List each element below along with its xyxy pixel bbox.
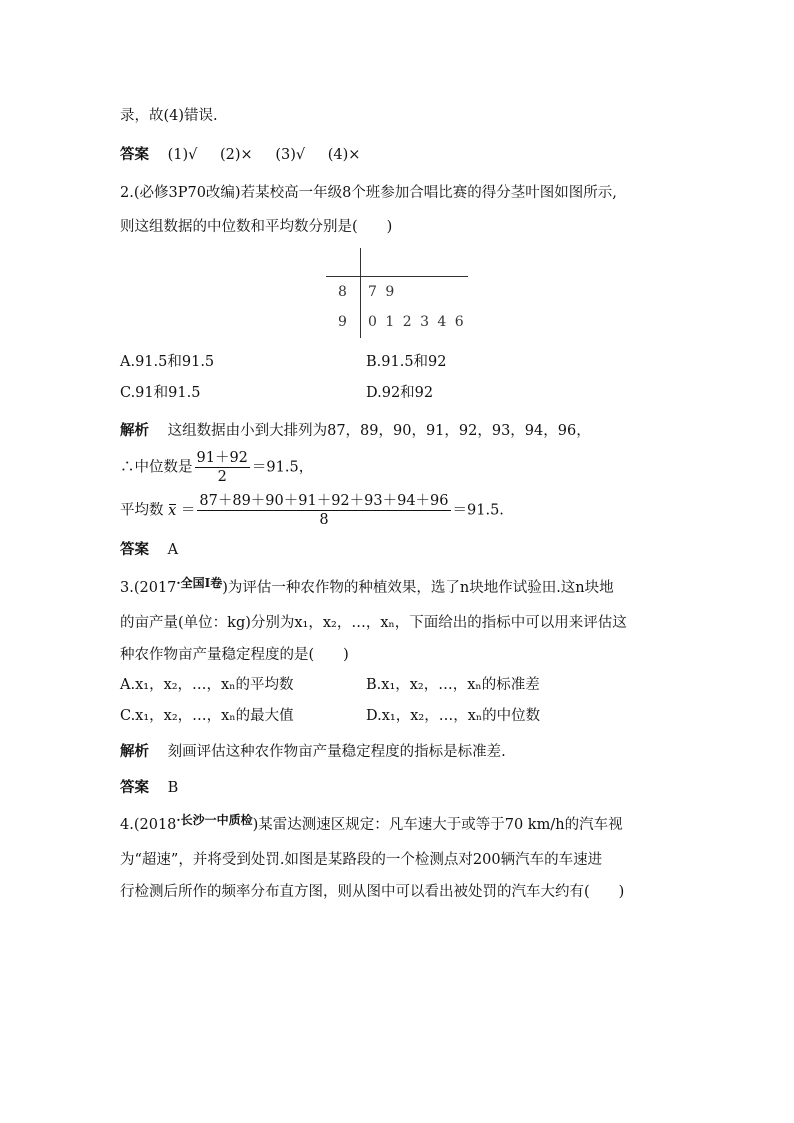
- mean-symbol: x: [168, 502, 177, 519]
- answer-value: B: [167, 780, 179, 796]
- stem-value: 8: [338, 284, 347, 300]
- stem-leaf-diagram: [326, 248, 468, 338]
- stem-leaf-horizontal-rule: [326, 276, 468, 277]
- median-formula: [120, 449, 313, 486]
- analysis-text: 这组数据由小到大排列为87，89，90，91，92，93，94，96，: [167, 423, 591, 439]
- answer-label: 答案: [120, 146, 149, 163]
- question-4-source: ·长沙一中质检: [176, 813, 253, 827]
- mean-denominator: 8: [319, 512, 329, 528]
- question-4-line-2: 为“超速”，并将受到处罚.如图是某路段的一个检测点对200辆汽车的车速进: [120, 852, 603, 868]
- question-2-line-1: 2.(必修3P70改编)若某校高一年级8个班参加合唱比赛的得分茎叶图如图所示,: [120, 185, 617, 201]
- question-3-text: )为评估一种农作物的种植效果，选了n块地作试验田.这n块地: [222, 580, 614, 596]
- option-c: C.x₁，x₂，…，xₙ的最大值: [120, 708, 294, 724]
- mean-fraction: [197, 492, 450, 529]
- question-4-line-3: 行检测后所作的频率分布直方图，则从图中可以看出被处罚的汽车大约有( ): [120, 884, 625, 900]
- median-result: ＝91.5，: [251, 459, 314, 476]
- median-prefix: ∴中位数是: [120, 459, 193, 476]
- question-4-number: 4.(2018: [120, 817, 177, 833]
- analysis-line-3: [120, 742, 506, 762]
- analysis-label: 解析: [120, 743, 149, 760]
- option-c: C.91和91.5: [120, 385, 201, 401]
- continued-text: 录，故(4)错误.: [120, 108, 218, 124]
- question-2-line-2: 则这组数据的中位数和平均数分别是( ): [120, 219, 393, 235]
- option-a: A.91.5和91.5: [120, 354, 215, 370]
- answer-line-3: [120, 778, 178, 798]
- mean-numerator: 87＋89＋90＋91＋92＋93＋94＋96: [199, 493, 449, 509]
- answer-label: 答案: [120, 541, 149, 558]
- stem-leaf-vertical-rule: [360, 248, 361, 338]
- option-d: D.x₁，x₂，…，xₙ的中位数: [366, 708, 541, 724]
- option-b: B.91.5和92: [366, 354, 447, 370]
- question-4-text: )某雷达测速区规定：凡车速大于或等于70 km/h的汽车视: [252, 817, 623, 833]
- answer-line-2: [120, 540, 178, 560]
- analysis-label: 解析: [120, 422, 149, 439]
- question-3-number: 3.(2017: [120, 580, 177, 596]
- question-3-line-1: [120, 578, 614, 598]
- mean-equals: ＝: [180, 502, 196, 519]
- option-a: A.x₁，x₂，…，xₙ的平均数: [120, 677, 294, 693]
- answer-label: 答案: [120, 779, 149, 796]
- mean-prefix: 平均数: [120, 502, 164, 519]
- leaf-values: 0 1 2 3 4 6: [368, 314, 466, 330]
- answer-line-1: [120, 145, 360, 165]
- option-b: B.x₁，x₂，…，xₙ的标准差: [366, 677, 540, 693]
- answer-value: A: [167, 542, 179, 558]
- question-4-line-1: [120, 815, 623, 835]
- option-d: D.92和92: [366, 385, 434, 401]
- answer-item: (2)×: [220, 147, 253, 163]
- analysis-text: 刻画评估这种农作物亩产量稳定程度的指标是标准差.: [167, 744, 506, 760]
- mean-formula: [120, 492, 504, 529]
- question-3-line-3: 种农作物亩产量稳定程度的是( ): [120, 647, 349, 663]
- mean-result: ＝91.5.: [452, 502, 504, 519]
- answer-item: (1)√: [167, 147, 198, 163]
- median-numerator: 91＋92: [196, 450, 248, 466]
- stem-value: 9: [338, 314, 347, 330]
- leaf-values: 7 9: [368, 284, 397, 300]
- answer-item: (3)√: [275, 147, 306, 163]
- median-denominator: 2: [217, 469, 227, 485]
- question-3-line-2: 的亩产量(单位：kg)分别为x₁，x₂，…，xₙ，下面给出的指标中可以用来评估这: [120, 615, 627, 631]
- median-fraction: [195, 449, 250, 486]
- analysis-line-2: [120, 421, 591, 441]
- answer-item: (4)×: [327, 147, 361, 163]
- question-3-source: ·全国Ⅰ卷: [176, 576, 223, 590]
